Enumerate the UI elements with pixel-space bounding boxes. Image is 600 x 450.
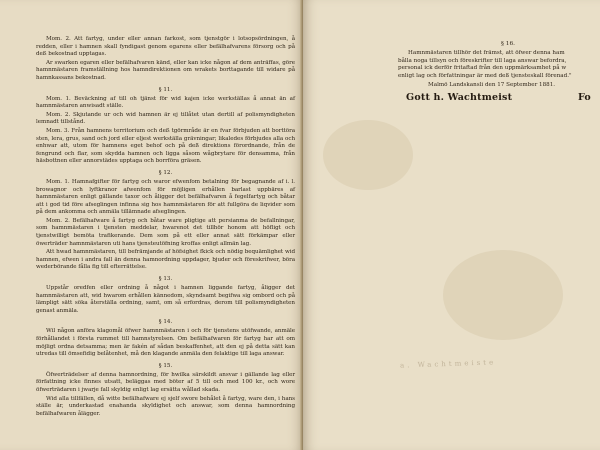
section-heading: § 14. (158, 319, 173, 326)
paragraph: Mom. 2. Skjutande ur och wid hamnen är ej tillåtet utan dertill af polismyndigheten lemnadt tillstånd. (36, 111, 295, 126)
paragraph: Wil någon anföra klagomål öfwer hamnmästaren i och för tjenstens utöfwande, anmäle förhållandet i första rummet till hamnstyrelsen. Om befälhafwaren för fartyg har att om möjligt ordna detsamma; men är fakén af sådan beskaffenhet, att den ej på detta sätt kan utredas till ömsefidig belåtenhet, må den klagande anmäla den felaktige till laga answar. (36, 328, 295, 358)
section-heading: § 15. (158, 362, 173, 369)
paragraph: Att hwad hamnmästaren, till befrämjande af höfsighet fkick och nödig bequämlighet wid hamnen, efwen i andra fall än denna hamnordning uppdager, bjuder och föreskrifwer, böra wederbörande fålla fig till efterrättelse. (36, 249, 295, 271)
bleed-through-text: a. Wachtmeiste (399, 358, 497, 370)
right-paragraph-line: personal ick derför fritaftad från den uppmärksamhet på w (398, 65, 567, 72)
paragraph: Mom. 1. Hamnafgifter för fartyg och waror efwenfom betalning för begagnande af i. l. browagnor och lyftkranor afwenfom för möjligen erhållen barlast uppbäres af hamnmästaren enligt gällande taxor och åligger det befälhafvaren å fegelfartyg och båtar att i god tid före afseglingen infinna sig hos hamnmästaren för att fullgöra de liqvider som på dem ankomma och anmäla tillämnade afseglingen. (36, 178, 295, 216)
paragraph: Öfwerträdelser af denna hamnordning, för hwilka särskildt ansvar i gällande lag eller författning icke finnes utsatt, beläggas med böter af 5 till och med 100 kr., och wore öfwerträdaren i jwarje fall skyldig enligt lag ersätta wållad skada. (36, 371, 295, 393)
section-heading: § 12. (158, 169, 173, 176)
right-paragraph-line: Hamnmästaren tillhör det främst, att öfwer denna ham (408, 50, 565, 56)
signature-tail: Fo (578, 92, 591, 104)
section-heading: § 11. (158, 86, 173, 93)
right-paragraph-line: bålla noga tillsyn och föreskrifter till laga answar befordra, (398, 57, 567, 64)
signature-line (406, 92, 600, 103)
section-16-heading: § 16. (501, 41, 515, 47)
paragraph: Mom. 1. Beväckning af till oh tjänst för wid kajen icke werkställas å annat än af hamnmästaren anwisadt ställe. (36, 95, 295, 110)
paragraph: Ar swarken egaren eller befälhafvaren känd, eller kan icke någon af dem anträffas, göre hamnmästaren framställning hos hamndirektionen om wrakets borttagande till widare på hamnkassans bekostnad. (36, 59, 295, 81)
date-line: Malmö Landskansli den 17 September 1881. (428, 82, 556, 89)
paragraph: Mom. 2. Befälhafware å fartyg och båtar ware pligtige att persianma de befallningar, som hamnmästaren i tjensten meddelar, hwarenot det tillhör honom att höfligt och tjenstwilligt bemöta trafikerande. Dem som på ett eller annat sätt förkämpar eller öwerträder hamnmästaren uti hans tjensteutöfning kroffas enligt allmän lag. (36, 217, 295, 247)
section-heading: § 13. (158, 276, 173, 283)
paragraph: Uppstår oredfen eller ordning å något i hamnen liggande fartyg, åligger det hamnmästaren att, wid hwarom erhållen kännedom, skyndsamt begifwa sig ombord och på lämpligt sätt söka återställa ordning, samt, om så erfordras, derom till polismyndigheten genast anmäla. (36, 285, 295, 314)
paragraph: Mom. 2. Att fartyg, under eller annan farkost, som tjenstgör i lotsopsördningen, å redden, eller i hamnen skall fyndigast genom egarens eller befälhafvarens försorg och på deß bekostnad upptagas. (36, 36, 295, 58)
right-page (303, 0, 600, 450)
signature-name: Gott h. Wachtmeist (406, 92, 513, 104)
paragraph: Mom. 3. Från hamnens territorium och deß tgörmråde är en fvar förbjuden att borttöra sten, lera, grus, sand och jord eller eljest werkställa grävningar; likaledes förbjudes alla och enhwar att, utom för hamnens eget behof och på deß direktions förordnande, från de fengrund och flar, som skydda hamnen och ligga såsom wågbrytare för densamma, från häsbottnen eller annorstädes upptaga och borrföra gräsen. (36, 127, 295, 165)
right-paragraph-line: enligt lag och författningar är med deß tjensteskall förenad." (398, 72, 572, 79)
paragraph: Wid alla tillfällen, då witte befälhafware ej sjelf swore behålet å fartyg, ware den, i hans ställe är, underkastad enahanda skyldighet och answar, som denna hamnordning befälhafwaren ålägger. (36, 395, 295, 417)
